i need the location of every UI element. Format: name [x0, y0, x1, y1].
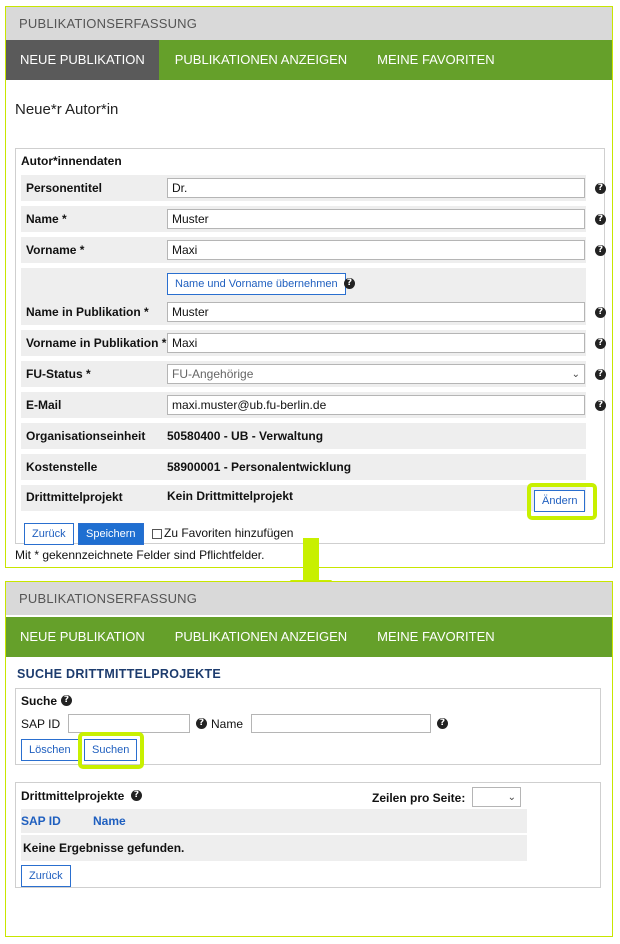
name-input[interactable]: Muster [167, 209, 585, 229]
row-vorname-publication [21, 330, 586, 356]
page-title: Neue*r Autor*in [15, 101, 119, 118]
rows-per-page-select[interactable] [472, 787, 521, 807]
save-button[interactable]: Speichern [78, 523, 144, 545]
results-empty-row [21, 835, 527, 861]
search-button[interactable]: Suchen [84, 739, 137, 761]
help-icon[interactable]: ? [61, 695, 72, 706]
results-table-header [21, 809, 527, 833]
help-icon[interactable]: ? [595, 183, 606, 194]
empty-results-text: Keine Ergebnisse gefunden. [23, 841, 185, 855]
fu-status-select[interactable] [167, 364, 585, 384]
row-personentitel [21, 175, 586, 201]
name-label: Name [211, 717, 244, 731]
help-icon[interactable]: ? [595, 369, 606, 380]
field-label: Name * [26, 212, 67, 226]
author-form-panel [5, 6, 613, 568]
nav-new-publication[interactable]: NEUE PUBLIKATION [20, 629, 145, 644]
main-nav [6, 40, 612, 80]
field-label: Personentitel [26, 181, 103, 195]
field-label: Vorname * [26, 243, 85, 257]
chevron-down-icon: ⌄ [507, 791, 516, 803]
nav-favorites[interactable]: MEINE FAVORITEN [377, 52, 495, 67]
help-icon[interactable]: ? [595, 307, 606, 318]
rows-per-page-label: Zeilen pro Seite: [372, 791, 466, 805]
row-kostenstelle [21, 454, 586, 480]
search-card [15, 688, 601, 765]
row-email [21, 392, 586, 418]
field-label: Vorname in Publikation * [26, 336, 167, 350]
personentitel-input[interactable]: Dr. [167, 178, 585, 198]
help-icon[interactable]: ? [595, 400, 606, 411]
sap-id-input[interactable] [68, 714, 190, 733]
help-icon[interactable]: ? [196, 718, 207, 729]
help-icon[interactable]: ? [595, 245, 606, 256]
change-button[interactable]: Ändern [534, 490, 585, 512]
name-publication-input[interactable]: Muster [167, 302, 585, 322]
nav-show-publications[interactable]: PUBLIKATIONEN ANZEIGEN [174, 629, 348, 644]
drittmittel-value: Kein Drittmittelprojekt [167, 489, 294, 503]
search-title: Suche [21, 694, 58, 708]
vorname-input[interactable]: Maxi [167, 240, 585, 260]
field-label: FU-Status * [26, 367, 91, 381]
card-title: Autor*innendaten [21, 154, 122, 168]
row-name [21, 206, 586, 232]
vorname-publication-input[interactable]: Maxi [167, 333, 585, 353]
help-icon[interactable]: ? [595, 338, 606, 349]
row-vorname [21, 237, 586, 263]
sap-id-label: SAP ID [21, 717, 61, 731]
help-icon[interactable]: ? [595, 214, 606, 225]
row-name-publication [21, 299, 586, 325]
nav-new-publication[interactable]: NEUE PUBLIKATION [6, 40, 159, 80]
nav-favorites[interactable]: MEINE FAVORITEN [377, 629, 495, 644]
field-label: Kostenstelle [26, 460, 98, 474]
field-label: E-Mail [26, 398, 62, 412]
main-nav [6, 617, 612, 657]
field-label: Name in Publikation * [26, 305, 149, 319]
app-title: PUBLIKATIONSERFASSUNG [6, 7, 612, 40]
row-fu-status [21, 361, 586, 387]
favorites-checkbox-label[interactable]: Zu Favoriten hinzufügen [164, 526, 294, 540]
kostenstelle-value: 58900001 - Personalentwicklung [167, 460, 352, 474]
section-title: SUCHE DRITTMITTELPROJEKTE [17, 667, 222, 681]
favorites-checkbox[interactable] [152, 529, 162, 539]
results-title: Drittmittelprojekte [21, 789, 125, 803]
help-icon[interactable]: ? [131, 790, 142, 801]
required-fields-note: Mit * gekennzeichnete Felder sind Pflichtfelder. [15, 548, 265, 562]
back-button[interactable]: Zurück [21, 865, 71, 887]
fu-status-value: FU-Angehörige [172, 367, 254, 381]
field-label: Organisationseinheit [26, 429, 146, 443]
column-sap-id[interactable]: SAP ID [21, 814, 61, 828]
row-drittmittel [21, 485, 586, 511]
name-input[interactable] [251, 714, 431, 733]
back-button[interactable]: Zurück [24, 523, 74, 545]
copy-name-button[interactable]: Name und Vorname übernehmen [167, 273, 346, 295]
organisation-value: 50580400 - UB - Verwaltung [167, 429, 324, 443]
nav-show-publications[interactable]: PUBLIKATIONEN ANZEIGEN [174, 52, 348, 67]
help-icon[interactable]: ? [437, 718, 448, 729]
row-organisation [21, 423, 586, 449]
email-input[interactable]: maxi.muster@ub.fu-berlin.de [167, 395, 585, 415]
results-card [15, 782, 601, 888]
chevron-down-icon: ⌄ [571, 368, 580, 380]
author-data-card [15, 148, 605, 544]
column-name[interactable]: Name [93, 814, 126, 828]
search-panel [5, 581, 613, 937]
app-title: PUBLIKATIONSERFASSUNG [6, 582, 612, 615]
help-icon[interactable]: ? [344, 278, 355, 289]
clear-button[interactable]: Löschen [21, 739, 79, 761]
field-label: Drittmittelprojekt [26, 490, 123, 504]
